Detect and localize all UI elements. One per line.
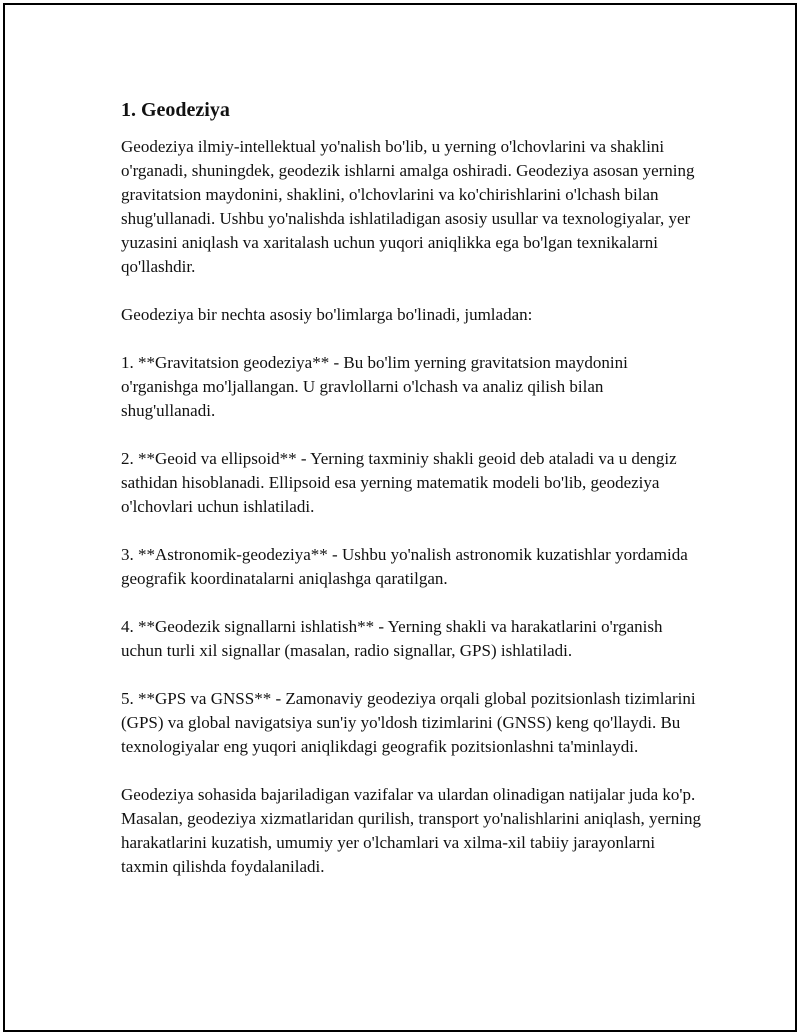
list-item-astronomic: 3. **Astronomik-geodeziya** - Ushbu yo'nalish astronomik kuzatishlar yordamida geografik koordinatalarni aniqlashga qaratilgan. <box>121 545 688 588</box>
paragraph-intro: Geodeziya ilmiy-intellektual yo'nalish bo'lib, u yerning o'lchovlarini va shaklini o'rganadi, shuningdek, geodezik ishlarni amalga oshiradi. Geodeziya asosan yerning gravitatsion maydonini, shaklini, o'lchovlarini va ko'chirishlarini o'lchash bilan shug'ullanadi. Ushbu yo'nalishda ishlatiladigan asosiy usullar va texnologiyalar, yer yuzasini aniqlash va xaritalash uchun yuqori aniqlikka ega bo'lgan texnikalarni qo'llashdir. <box>121 137 695 276</box>
list-item-gps: 5. **GPS va GNSS** - Zamonaviy geodeziya orqali global pozitsionlash tizimlarini (GPS) va global navigatsiya sun'iy yo'ldosh tizimlarini (GNSS) keng qo'llaydi. Bu texnologiyalar eng yuqori aniqlikdagi geografik pozitsionlashni ta'minlaydi. <box>121 689 696 756</box>
list-item-geoid: 2. **Geoid va ellipsoid** - Yerning taxminiy shakli geoid deb ataladi va u dengiz sathidan hisoblanadi. Ellipsoid esa yerning matematik modeli bo'lib, geodeziya o'lchovlari uchun ishlatiladi. <box>121 449 677 516</box>
document-body <box>121 97 701 903</box>
list-item-gravitational: 1. **Gravitatsion geodeziya** - Bu bo'lim yerning gravitatsion maydonini o'rganishga mo'ljallangan. U gravlollarni o'lchash va analiz qilish bilan shug'ullanadi. <box>121 353 628 420</box>
paragraph-conclusion: Geodeziya sohasida bajariladigan vazifalar va ulardan olinadigan natijalar juda ko'p. Masalan, geodeziya xizmatlaridan qurilish, transport yo'nalishlarini aniqlash, yerning harakatlarini kuzatish, umumiy yer o'lchamlari va xilma-xil tabiiy jarayonlarni taxmin qilishda foydalaniladi. <box>121 785 701 876</box>
paragraph-sections-intro: Geodeziya bir nechta asosiy bo'limlarga bo'linadi, jumladan: <box>121 305 533 324</box>
page-frame <box>3 3 797 1032</box>
list-item-signals: 4. **Geodezik signallarni ishlatish** - Yerning shakli va harakatlarini o'rganish uchun turli xil signallar (masalan, radio signallar, GPS) ishlatiladi. <box>121 617 663 660</box>
section-heading: 1. Geodeziya <box>121 99 230 121</box>
